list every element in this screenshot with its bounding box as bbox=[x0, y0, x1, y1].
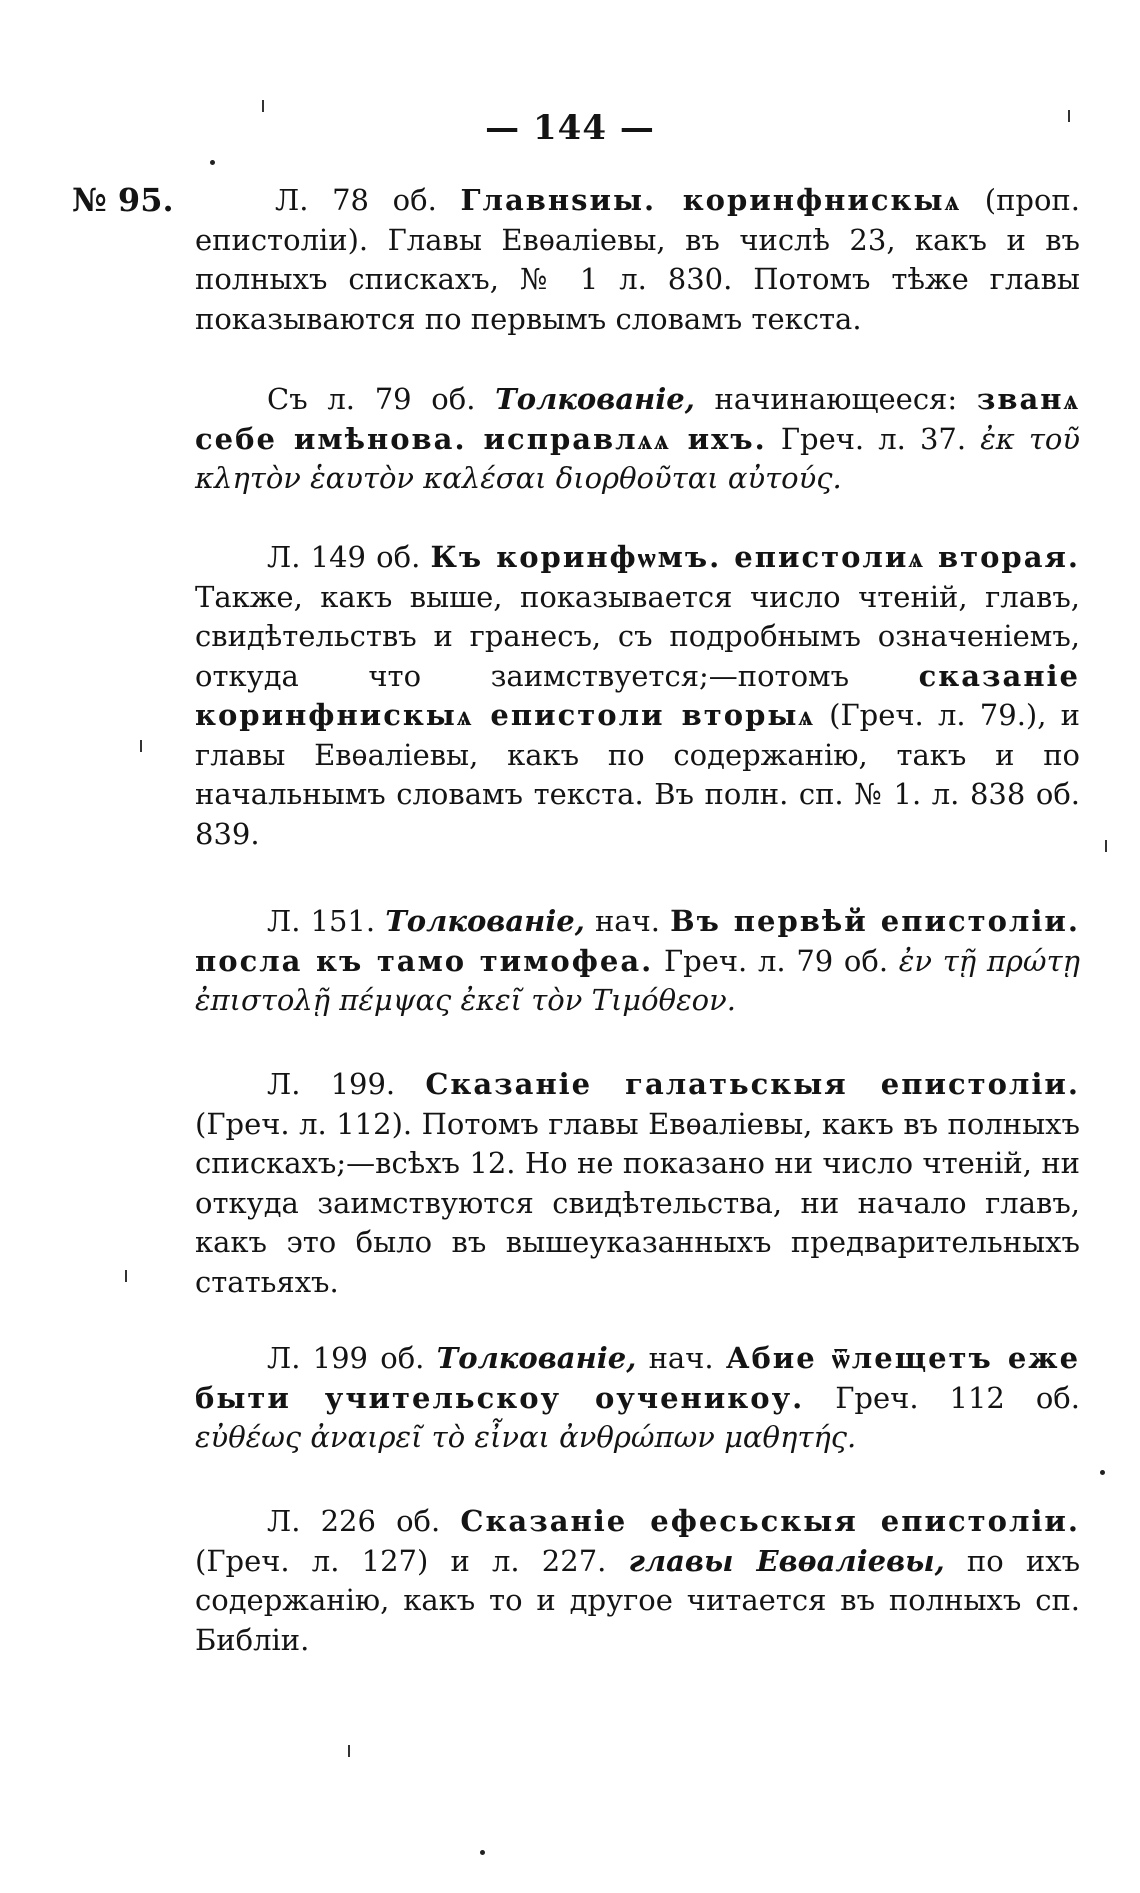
slavonic-heading: Главнѕиы. коринфнискыѧ bbox=[460, 183, 962, 217]
slavonic-quote: Въ первѣй епистоліи. посла къ тамо тимофеа. bbox=[195, 904, 1080, 978]
paragraph-text: (Греч. л. 127) и л. 227. bbox=[195, 1543, 607, 1578]
leaf-reference: Л. 199 об. bbox=[267, 1341, 425, 1375]
paragraph-text-2: по ихъ содержанію, какъ то и другое читается въ полныхъ сп. Библіи. bbox=[195, 1543, 1081, 1657]
paragraph-text: (проп. епистоліи). Главы Евѳаліевы, въ числѣ 23, какъ и въ полныхъ спискахъ, № 1 л. 830. Потомъ тѣже главы показываются по первымъ словамъ текста. bbox=[195, 183, 1080, 336]
greek-quote: ἐκ τοῦ κλητὸν ἑαυτὸν καλέσαι διορθοῦται αὐτούς. bbox=[195, 421, 1081, 495]
greek-quote: ἐν τῇ πρώτῃ ἐπιστολῇ πέμψας ἐκεῖ τὸν Τιμόθεον. bbox=[195, 943, 1081, 1017]
commentary-title: главы Евѳаліевы, bbox=[628, 1543, 945, 1578]
slavonic-heading-2: сказаніе коринфнискыѧ епистоли вторыѧ bbox=[195, 658, 1081, 732]
leaf-reference: Л. 151. bbox=[267, 904, 376, 938]
paragraph-text: (Греч. л. 112). Потомъ главы Евѳаліевы, какъ въ полныхъ спискахъ;—всѣхъ 12. Но не показано ни число чтеній, ни откуда заимствуются свидѣтельства, ни начало главъ, какъ это было въ вышеуказанныхъ предварительныхъ статьяхъ. bbox=[195, 1106, 1080, 1299]
commentary-title: Толкованіе, bbox=[385, 904, 585, 938]
scan-speck bbox=[1100, 1470, 1105, 1475]
slavonic-quote: Абие ѿлещетъ еже быти учительскоу оученикоу. bbox=[195, 1341, 1081, 1415]
paragraph-text: нач. bbox=[648, 1341, 714, 1375]
greek-reference: Греч. л. 79 об. bbox=[663, 943, 889, 978]
slavonic-heading: Сказаніе ефесьскыя епистоліи. bbox=[460, 1504, 1081, 1538]
slavonic-quote: званѧ себе имѣнова. исправлѧѧ ихъ. bbox=[195, 382, 1081, 456]
scan-speck bbox=[210, 160, 215, 165]
leaf-reference: Л. 78 об. bbox=[275, 183, 437, 217]
leaf-reference: Съ л. 79 об. bbox=[267, 382, 476, 416]
scan-speck bbox=[348, 1745, 350, 1757]
slavonic-heading: Сказаніе галатьскыя епистоліи. bbox=[425, 1067, 1080, 1101]
paragraph-6 bbox=[195, 1339, 1080, 1458]
commentary-title: Толкованіе, bbox=[495, 382, 695, 416]
paragraph-4 bbox=[195, 902, 1080, 1021]
leaf-reference: Л. 199. bbox=[267, 1067, 396, 1101]
scan-speck bbox=[1105, 840, 1107, 852]
paragraph-1 bbox=[195, 181, 1080, 339]
commentary-title: Толкованіе, bbox=[436, 1341, 637, 1375]
greek-quote: εὐθέως ἀναιρεῖ τὸ εἶναι ἀνθρώπων μαθητής. bbox=[195, 1420, 857, 1454]
scan-speck bbox=[262, 100, 264, 112]
slavonic-heading: Къ коринфѡмъ. епистолиѧ вторая. bbox=[430, 540, 1081, 574]
greek-reference: Греч. л. 37. bbox=[780, 421, 967, 456]
scan-speck bbox=[140, 740, 142, 752]
paragraph-text: нач. bbox=[594, 904, 660, 938]
paragraph-2 bbox=[195, 380, 1080, 499]
entry-label: № 95. bbox=[72, 181, 174, 219]
scan-speck bbox=[480, 1850, 485, 1855]
paragraph-text: начинающееся: bbox=[714, 382, 958, 416]
paragraph-5 bbox=[195, 1065, 1080, 1302]
page-number: — 144 — bbox=[485, 108, 655, 148]
paragraph-text: Также, какъ выше, показывается число чтеній, главъ, свидѣтельствъ и гранесъ, съ подробнымъ означеніемъ, откуда что заимствуется;—потомъ bbox=[195, 579, 1080, 693]
paragraph-7 bbox=[195, 1502, 1080, 1660]
greek-reference: Греч. 112 об. bbox=[835, 1380, 1080, 1415]
paragraph-text-2: (Греч. л. 79.), и главы Евѳаліевы, какъ по содержанію, такъ и по начальнымъ словамъ текста. Въ полн. сп. № 1. л. 838 об. 839. bbox=[195, 698, 1080, 851]
leaf-reference: Л. 149 об. bbox=[267, 540, 421, 574]
scan-speck bbox=[1068, 110, 1070, 122]
paragraph-3 bbox=[195, 538, 1080, 854]
leaf-reference: Л. 226 об. bbox=[267, 1504, 441, 1538]
scan-speck bbox=[125, 1270, 127, 1282]
